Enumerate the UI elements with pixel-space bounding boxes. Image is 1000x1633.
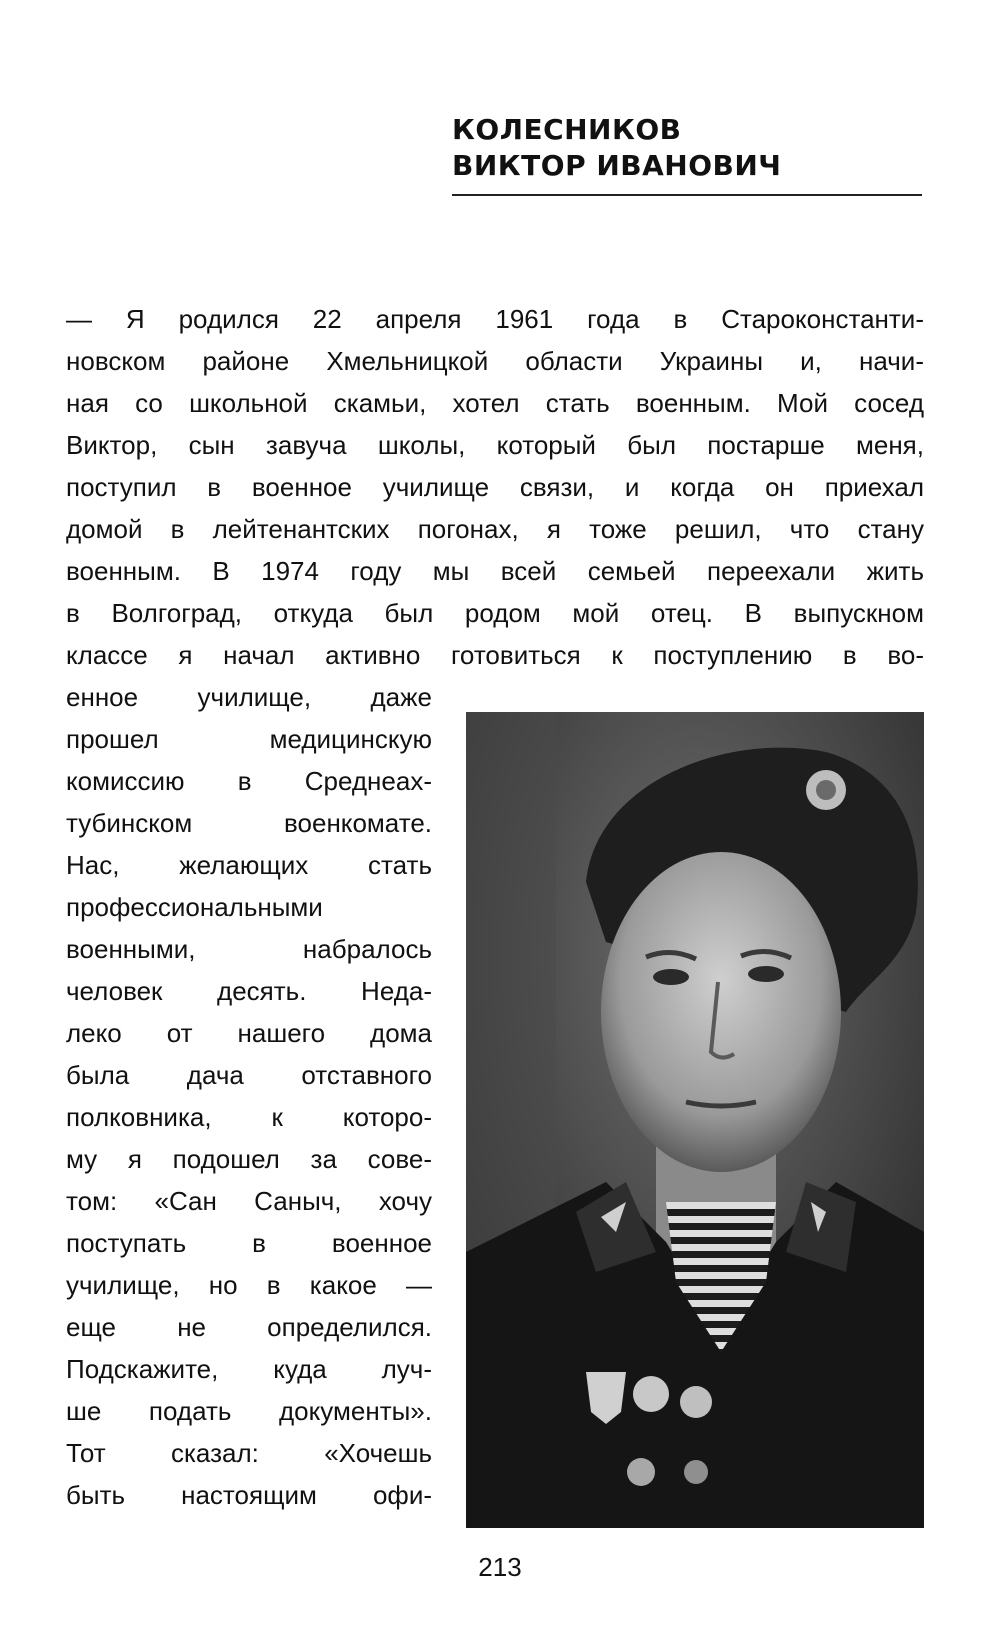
heading-rule [452,194,922,196]
heading-surname: КОЛЕСНИКОВ [452,113,682,146]
text-line: домой в лейтенантских погонах, я тоже решил, что стану [66,514,924,544]
page-number: 213 [478,1552,522,1582]
text-line: ная со школьной скамьи, хотел стать военным. Мой сосед [66,388,924,418]
text-line: комиссию в Среднеах- [66,766,432,796]
text-line: — Я родился 22 апреля 1961 года в Староконстанти- [66,304,924,334]
text-line: в Волгоград, откуда был родом мой отец. В выпускном [66,598,924,628]
text-line: ше подать документы». [66,1396,432,1426]
text-line: поступил в военное училище связи, и когда он приехал [66,472,924,502]
text-line: еще не определился. [66,1312,432,1342]
text-line: прошел медицинскую [66,724,432,754]
text-line: леко от нашего дома [66,1018,432,1048]
text-line: Виктор, сын завуча школы, который был постарше меня, [66,430,924,460]
text-line: профессиональными [66,892,323,922]
text-line: человек десять. Неда- [66,976,432,1006]
text-line: тубинском военкомате. [66,808,432,838]
text-line: поступать в военное [66,1228,432,1258]
text-line: енное училище, даже [66,682,432,712]
chapter-heading [452,112,922,184]
text-line: военными, набралось [66,934,432,964]
heading-name: ВИКТОР ИВАНОВИЧ [452,149,782,182]
text-line: том: «Сан Саныч, хочу [66,1186,432,1216]
text-line: была дача отставного [66,1060,432,1090]
text-line: полковника, к которо- [66,1102,432,1132]
portrait-photo [466,712,924,1528]
text-line: училище, но в какое — [66,1270,432,1300]
text-line: Подскажите, куда луч- [66,1354,432,1384]
text-line: Нас, желающих стать [66,850,432,880]
text-line: классе я начал активно готовиться к поступлению в во- [66,640,924,670]
text-line: новском районе Хмельницкой области Украины и, начи- [66,346,924,376]
text-line: Тот сказал: «Хочешь [66,1438,432,1468]
text-line: му я подошел за сове- [66,1144,432,1174]
text-line: быть настоящим офи- [66,1480,432,1510]
text-line: военным. В 1974 году мы всей семьей переехали жить [66,556,924,586]
